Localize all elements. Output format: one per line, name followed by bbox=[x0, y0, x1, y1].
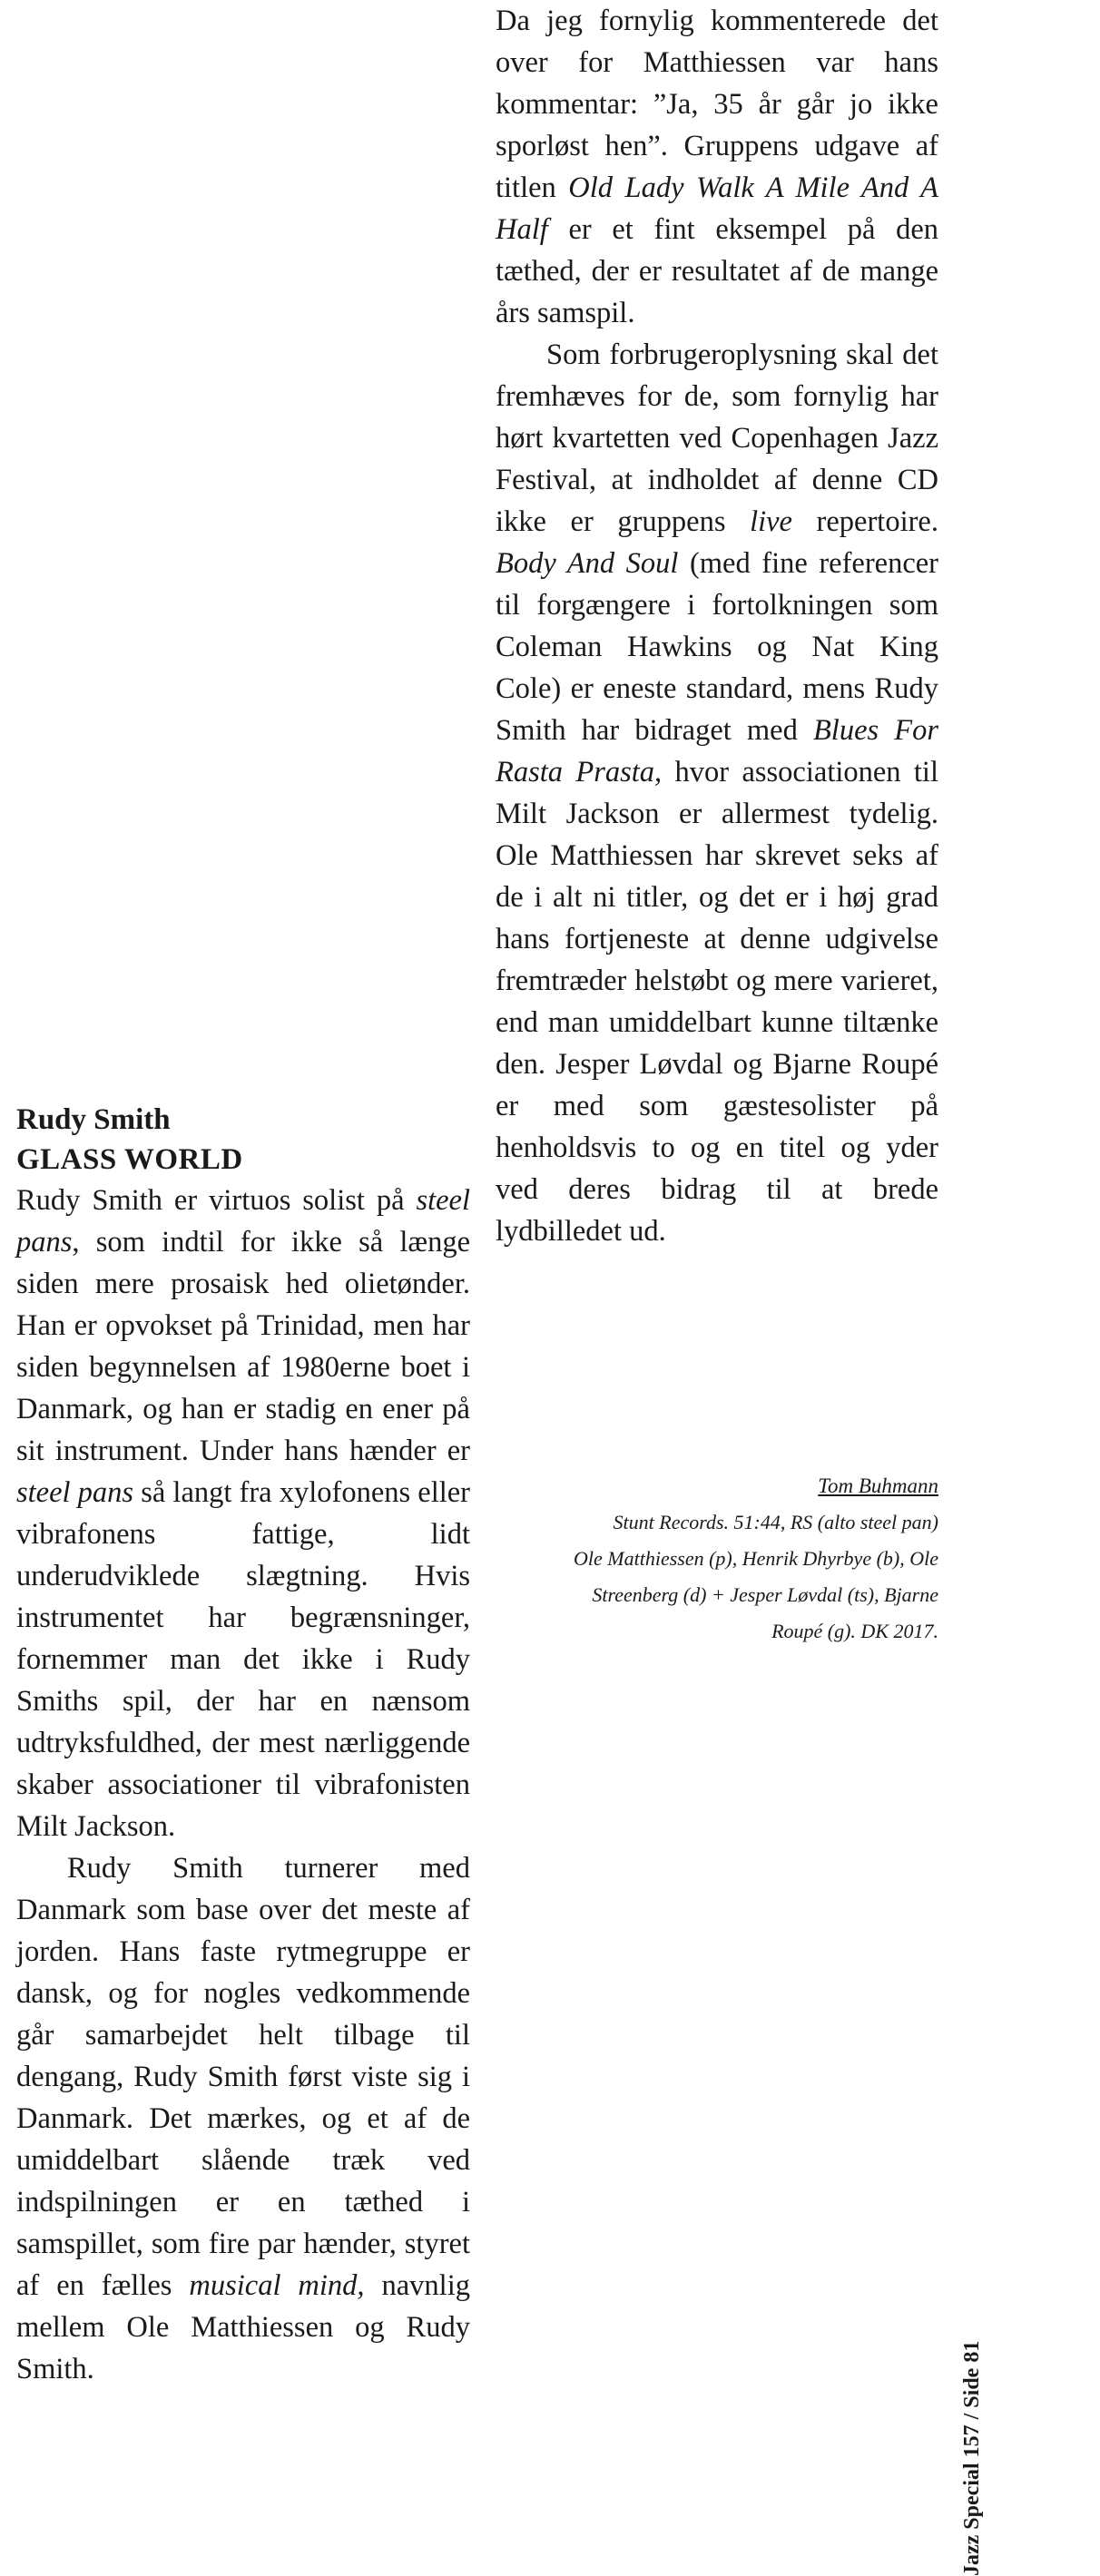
credits-block bbox=[496, 1468, 938, 1650]
credits-line: Ole Matthiessen (p), Henrik Dhyrbye (b), Ole bbox=[574, 1547, 938, 1570]
italic-term: steel pans bbox=[16, 1476, 134, 1509]
credits-line: Stunt Records. 51:44, RS (alto steel pan) bbox=[613, 1511, 938, 1533]
text-span: repertoire. bbox=[791, 505, 938, 538]
italic-title: Body And Soul bbox=[496, 547, 679, 580]
text-span: Som forbrugeroplysning skal det fremhæves for de, som fornylig har hørt kvartetten ved Copenhagen Jazz Festival, at indholdet af denne CD ikke er gruppens bbox=[496, 338, 938, 538]
reviewer-name: Tom Buhmann bbox=[818, 1474, 938, 1497]
text-span: hvor associationen til Milt Jackson er allermest tydelig. Ole Matthiessen har skrevet seks af de i alt ni titler, og det er i høj grad hans fortjeneste at denne udgivelse fremtræder helstøbt og mere varieret, end man umiddelbart kunne tiltænke den. Jesper Løvdal og Bjarne Roupé er med som gæstesolister på henholdsvis to og en titel og yder ved deres bidrag til at brede lydbilledet ud. bbox=[496, 756, 938, 1248]
italic-term: steel pans bbox=[16, 1184, 470, 1259]
review-paragraph-3 bbox=[496, 0, 938, 334]
italic-title: Old Lady Walk A Mile And A Half bbox=[496, 171, 938, 246]
text-span: er et fint eksempel på den tæthed, der er resultatet af de mange års samspil. bbox=[496, 213, 938, 329]
text-span: navnlig mellem Ole Matthiessen og Rudy Smith. bbox=[16, 2269, 470, 2385]
album-title: GLASS WORLD bbox=[16, 1143, 243, 1176]
text-span: så langt fra xylofonens eller vibrafonens fattige, lidt underudviklede slægtning. Hvis instrumentet har begrænsninger, fornemmer man det ikke i Rudy Smiths spil, der har en nænsom udtryksfuldhed, der mest nærliggende skaber associationer til vibrafonisten Milt Jackson. bbox=[16, 1476, 471, 1843]
review-paragraph-4 bbox=[496, 334, 938, 1252]
review-header bbox=[16, 1100, 470, 1180]
credits-line: Roupé (g). DK 2017. bbox=[771, 1620, 938, 1642]
text-span: , som indtil for ikke så længe siden mere prosaisk hed olietønder. Han er opvokset på Trinidad, men har siden begynnelsen af 1980erne boet i Danmark, og han er stadig en ener på sit instrument. Under hans hænder er bbox=[16, 1226, 470, 1467]
page-number-label: Jazz Special 157 / Side 81 bbox=[960, 2340, 984, 2576]
text-span: Da jeg fornylig kommenterede det over for Matthiessen var hans kommentar: ”Ja, 35 år går jo ikke sporløst hen”. Gruppens udgave af titlen bbox=[496, 5, 938, 204]
credits-line: Streenberg (d) + Jesper Løvdal (ts), Bjarne bbox=[592, 1583, 938, 1606]
italic-term: musical mind, bbox=[189, 2269, 365, 2302]
text-span: Rudy Smith er virtuos solist på bbox=[16, 1184, 417, 1217]
italic-title: Blues For Rasta Prasta, bbox=[496, 714, 938, 788]
italic-term: live bbox=[750, 505, 792, 538]
artist-name: Rudy Smith bbox=[16, 1103, 171, 1136]
text-span: (med fine referencer til forgængere i fortolkningen som Coleman Hawkins og Nat King Cole) er eneste standard, mens Rudy Smith har bidraget med bbox=[496, 547, 938, 747]
review-paragraph-1 bbox=[16, 1180, 470, 1847]
review-paragraph-2 bbox=[16, 1847, 470, 2390]
left-column bbox=[16, 1100, 470, 2390]
right-column bbox=[496, 0, 938, 1252]
text-span: Rudy Smith turnerer med Danmark som base over det meste af jorden. Hans faste rytmegruppe er dansk, og for nogles vedkommende går samarbejdet helt tilbage til dengang, Rudy Smith først viste sig i Danmark. Det mærkes, og et af de umiddelbart slående træk ved indspilningen er en tæthed i samspillet, som fire par hænder, styret af en fælles bbox=[16, 1852, 470, 2302]
